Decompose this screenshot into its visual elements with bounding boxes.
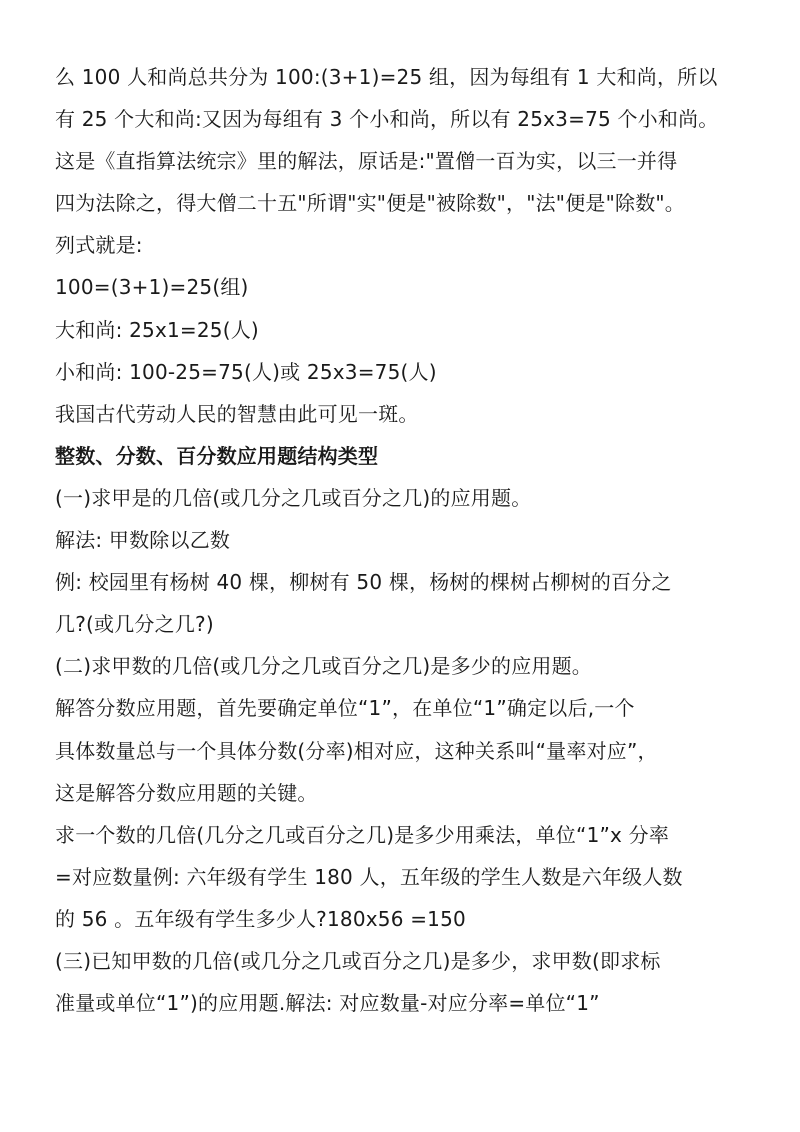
formula-line: 大和尚: 25x1=25(人) xyxy=(55,317,259,342)
text-line: 解法: 甲数除以乙数 xyxy=(55,528,231,553)
text-line: =对应数量例: 六年级有学生 180 人，五年级的学生人数是六年级人数 xyxy=(55,864,683,889)
text-line: 这是解答分数应用题的关键。 xyxy=(55,780,318,805)
text-line: 我国古代劳动人民的智慧由此可见一斑。 xyxy=(55,401,419,426)
text-line: 有 25 个大和尚:又因为每组有 3 个小和尚，所以有 25x3=75 个小和尚。 xyxy=(55,107,719,132)
text-line: 几?(或几分之几?) xyxy=(55,612,214,637)
text-line: 列式就是: xyxy=(55,233,143,258)
subsection-title: (一)求甲是的几倍(或几分之几或百分之几)的应用题。 xyxy=(55,485,532,510)
subsection-title: (二)求甲数的几倍(或几分之几或百分之几)是多少的应用题。 xyxy=(55,654,593,679)
formula-line: 小和尚: 100-25=75(人)或 25x3=75(人) xyxy=(55,359,437,384)
text-line: 的 56 。五年级有学生多少人?180x56 =150 xyxy=(55,906,466,931)
text-line: 这是《直指算法统宗》里的解法，原话是:"置僧一百为实，以三一并得 xyxy=(55,149,678,174)
formula-line: 100=(3+1)=25(组) xyxy=(55,275,249,300)
text-line: 求一个数的几倍(几分之几或百分之几)是多少用乘法，单位“1”x 分率 xyxy=(55,822,670,847)
subsection-title: (三)已知甲数的几倍(或几分之几或百分之几)是多少，求甲数(即求标 xyxy=(55,948,661,973)
document-body xyxy=(55,56,755,1024)
text-line: 四为法除之，得大僧二十五"所谓"实"便是"被除数"，"法"便是"除数"。 xyxy=(55,191,685,216)
text-line: 解答分数应用题，首先要确定单位“1”，在单位“1”确定以后,一个 xyxy=(55,696,635,721)
text-line: 例: 校园里有杨树 40 棵，柳树有 50 棵，杨树的棵树占柳树的百分之 xyxy=(55,570,672,595)
section-heading: 整数、分数、百分数应用题结构类型 xyxy=(55,443,379,468)
text-line: 具体数量总与一个具体分数(分率)相对应，这种关系叫“量率对应”， xyxy=(55,738,658,763)
text-line: 么 100 人和尚总共分为 100:(3+1)=25 组，因为每组有 1 大和尚，所以 xyxy=(55,65,718,89)
text-line: 准量或单位“1”)的应用题.解法: 对应数量-对应分率=单位“1” xyxy=(55,991,600,1016)
